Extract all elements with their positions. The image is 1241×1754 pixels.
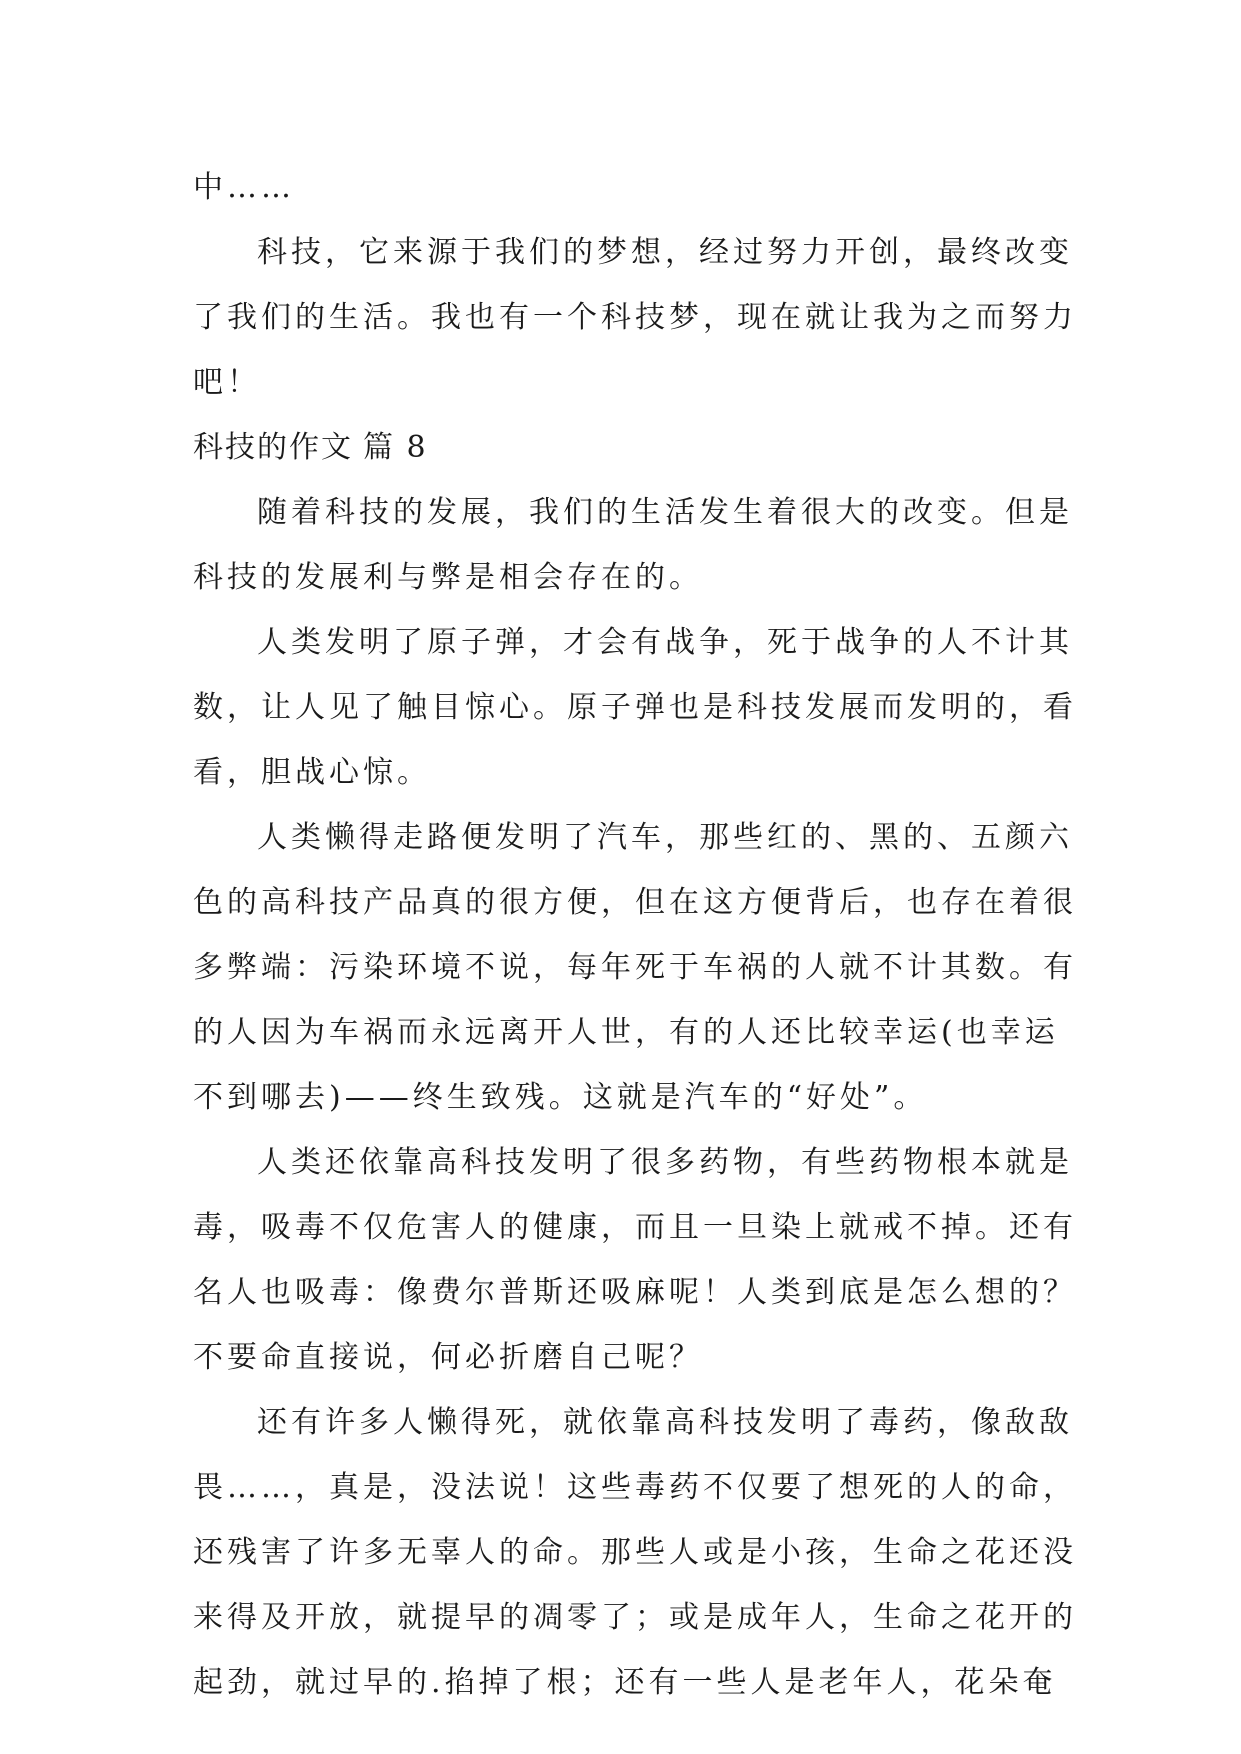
paragraph-line: 还有许多人懒得死，就依靠高科技发明了毒药，像敌敌 bbox=[257, 1405, 1073, 1440]
paragraph-3 bbox=[193, 610, 1077, 805]
continuation-line: 中…… bbox=[193, 170, 295, 205]
paragraph-line: 人类懒得走路便发明了汽车，那些红的、黑的、五颜六 bbox=[257, 820, 1073, 855]
section-label: 篇 8 bbox=[363, 430, 428, 465]
paragraph-line: 看，胆战心惊。 bbox=[193, 755, 431, 790]
paragraph-4 bbox=[193, 805, 1077, 1130]
section-title: 科技的作文 bbox=[193, 430, 353, 465]
paragraph-5 bbox=[193, 1130, 1077, 1390]
document-page bbox=[193, 155, 1077, 1715]
paragraph-line: 人类还依靠高科技发明了很多药物，有些药物根本就是 bbox=[257, 1145, 1073, 1180]
paragraph-line: 了我们的生活。我也有一个科技梦，现在就让我为之而努力 bbox=[193, 300, 1077, 335]
paragraph-line: 还残害了许多无辜人的命。那些人或是小孩，生命之花还没 bbox=[193, 1535, 1077, 1570]
paragraph-line: 名人也吸毒：像费尔普斯还吸麻呢！人类到底是怎么想的？ bbox=[193, 1275, 1077, 1310]
paragraph-6 bbox=[193, 1390, 1077, 1715]
paragraph-line: 多弊端：污染环境不说，每年死于车祸的人就不计其数。有 bbox=[193, 950, 1077, 985]
paragraph-line: 科技，它来源于我们的梦想，经过努力开创，最终改变 bbox=[257, 235, 1073, 270]
paragraph-2 bbox=[193, 480, 1073, 610]
paragraph-line: 的人因为车祸而永远离开人世，有的人还比较幸运(也幸运 bbox=[193, 1015, 1059, 1050]
paragraph-line: 色的高科技产品真的很方便，但在这方便背后，也存在着很 bbox=[193, 885, 1077, 920]
paragraph-line: 随着科技的发展，我们的生活发生着很大的改变。但是 bbox=[257, 495, 1073, 530]
paragraph-line: 不要命直接说，何必折磨自己呢？ bbox=[193, 1340, 703, 1375]
paragraph-line: 科技的发展利与弊是相会存在的。 bbox=[193, 560, 703, 595]
paragraph-line: 数，让人见了触目惊心。原子弹也是科技发展而发明的，看 bbox=[193, 690, 1077, 725]
paragraph-line: 起劲，就过早的.掐掉了根；还有一些人是老年人，花朵奄 bbox=[193, 1665, 1057, 1700]
paragraph-line: 来得及开放，就提早的凋零了；或是成年人，生命之花开的 bbox=[193, 1600, 1077, 1635]
paragraph-1 bbox=[193, 220, 1077, 415]
paragraph-line: 毒，吸毒不仅危害人的健康，而且一旦染上就戒不掉。还有 bbox=[193, 1210, 1077, 1245]
paragraph-line: 人类发明了原子弹，才会有战争，死于战争的人不计其 bbox=[257, 625, 1073, 660]
paragraph-line: 吧！ bbox=[193, 365, 261, 400]
paragraph-line: 不到哪去)——终生致残。这就是汽车的“好处”。 bbox=[193, 1080, 928, 1115]
paragraph-line: 畏……，真是，没法说！这些毒药不仅要了想死的人的命， bbox=[193, 1470, 1077, 1505]
section-heading bbox=[193, 415, 1051, 480]
